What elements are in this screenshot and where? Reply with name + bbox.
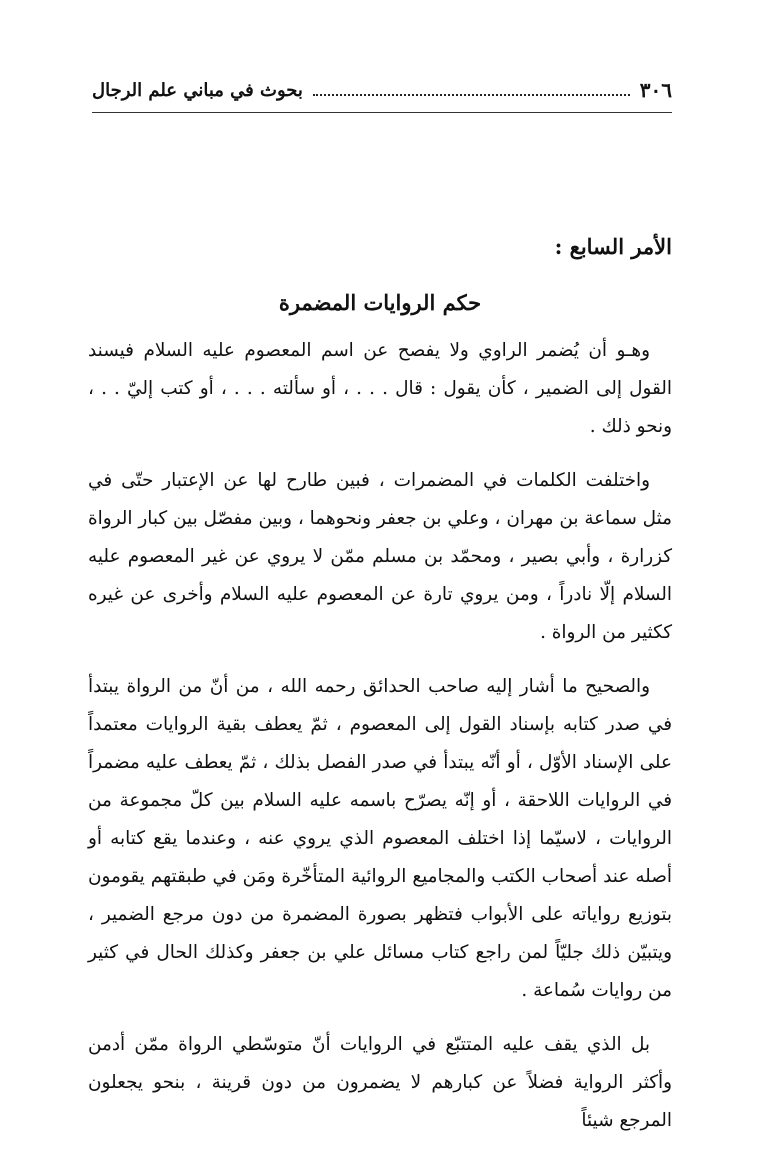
paragraph-1: وهـو أن يُضمر الراوي ولا يفصح عن اسم المعصوم عليه السلام فيسند القول إلى الضمير ، كأن يقول : قال . . . ، أو سألته . . . ، أو كتب إليّ . . ، ونحو ذلك .: [88, 340, 672, 437]
paragraph-3: والصحيح ما أشار إليه صاحب الحدائق رحمه الله ، من أنّ من الرواة يبتدأ في صدر كتابه بإسناد القول إلى المعصوم ، ثمّ يعطف بقية الروايات معتمداً على الإسناد الأوّل ، أو أنّه يبتدأ في صدر الفصل بذلك ، ثمّ يعطف عليه مضمراً في الروايات اللاحقة ، أو إنّه يصرّح باسمه عليه السلام بين كلّ مجموعة من الروايات ، لاسيّما إذا اختلف المعصوم الذي يروي عنه ، وعندما يقع كتابه أو أصله عند أصحاب الكتب والمجاميع الروائية المتأخّرة ومَن في طبقتهم يقومون بتوزيع رواياته على الأبواب فتظهر بصورة المضمرة من دون مرجع الضمير ، ويتبيّن ذلك جليّاً لمن راجع كتاب مسائل علي بن جعفر وكذلك الحال في كثير من روايات سُماعة .: [88, 676, 672, 1001]
header-dot-leader: [313, 94, 630, 96]
running-title: بحوث في مباني علم الرجال: [92, 79, 303, 101]
paragraph-2: واختلفت الكلمات في المضمرات ، فبين طارح لها عن الإعتبار حتّى في مثل سماعة بن مهران ، وعلي بن جعفر ونحوهما ، وبين مفصّل بين كبار الرواة كزرارة ، وأبي بصير ، ومحمّد بن مسلم ممّن لا يروي عن غير المعصوم عليه السلام إلّا نادراً ، ومن يروي تارة عن المعصوم عليه السلام وأخرى عن غيره ككثير من الرواة .: [88, 470, 672, 643]
page-number: ٣٠٦: [639, 78, 672, 102]
page-header: [92, 70, 672, 110]
page-body: [88, 228, 672, 1156]
header-rule: [92, 112, 672, 113]
paragraph-4: بل الذي يقف عليه المتتبّع في الروايات أنّ متوسّطي الرواة ممّن أدمن وأكثر الرواية فضلاً عن كبارهم لا يضمرون من دون قرينة ، بنحو يجعلون المرجع شيئاً: [88, 1034, 672, 1131]
section-title: حكم الروايات المضمرة: [278, 290, 482, 315]
section-label: الأمر السابع :: [554, 234, 672, 259]
